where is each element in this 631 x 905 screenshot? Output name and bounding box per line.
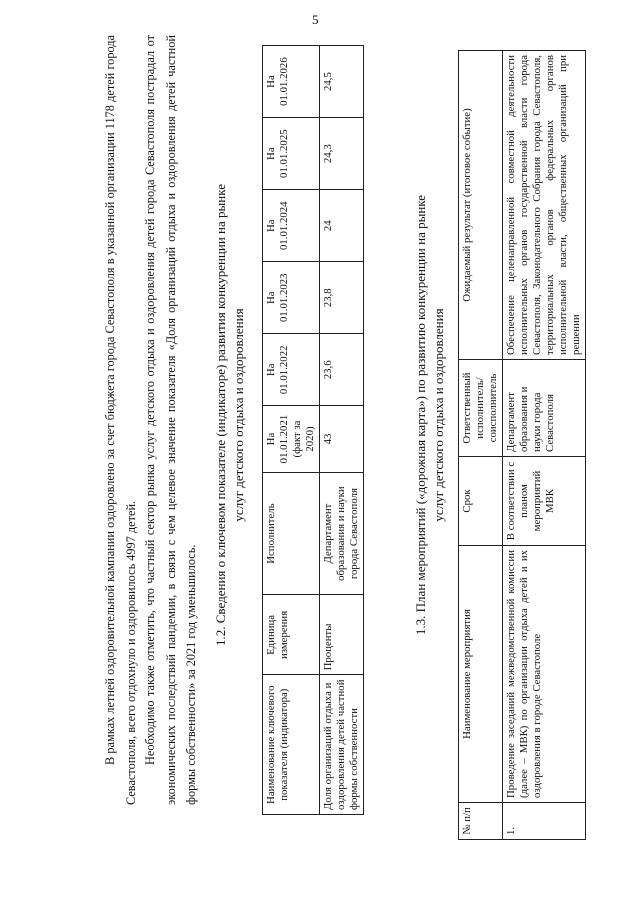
header-2026: На 01.01.2026 <box>263 46 320 118</box>
header-2024: На 01.01.2024 <box>263 190 320 262</box>
paragraph-1: В рамках летней оздоровительной кампании оздоровлено за счет бюджета города Севастополя в указанной организации 1178 детей города Севастополя, всего отдохнуло и оздоровилось 4997 детей. <box>103 35 138 805</box>
cell-2022: 23,6 <box>320 334 364 406</box>
section-1-3-title-line1: 1.3. План мероприятий («дорожная карта») по развитию конкуренции на рынке <box>413 194 428 636</box>
key-indicator-table <box>262 45 364 815</box>
header-num: № п/п <box>459 803 503 840</box>
paragraph-2: Необходимо также отметить, что частный сектор рынка услуг детского отдыха и оздоровления детей города Севастополя пострадал от экономических последствий пандемии, в связи с чем целевое значение показателя «Доля организаций отдыха и оздоровления детей частной формы собственности» за 2021 год уменьшилось. <box>143 35 198 805</box>
section-1-2-heading <box>212 65 248 765</box>
header-2023: На 01.01.2023 <box>263 262 320 334</box>
table-header-row <box>263 46 320 815</box>
header-2022: На 01.01.2022 <box>263 334 320 406</box>
cell-2021: 43 <box>320 406 364 472</box>
header-activity-name: Наименование мероприятия <box>459 546 503 803</box>
cell-executor: Департамент образования и науки города Севастополя <box>320 472 364 595</box>
section-1-3-title-line2: услуг детского отдыха и оздоровления <box>431 308 446 522</box>
table-header-row <box>459 51 503 840</box>
table-row <box>320 46 364 815</box>
section-1-3-heading <box>412 65 448 765</box>
cell-unit: Проценты <box>320 595 364 675</box>
cell-responsible: Департамент образования и науки города Севастополя <box>503 360 586 457</box>
table-row <box>503 51 586 840</box>
cell-result: Обеспечение целенаправленной совместной деятельности исполнительных органов государственной власти города Севастополя, Законодательного Собрания города Севастополя, территориальных органов федеральных органов исполнительной власти, общественных организаций при решении <box>503 51 586 360</box>
cell-term: В соответствии с планом мероприятий МВК <box>503 457 586 546</box>
cell-indicator-name: Доля организаций отдыха и оздоровления детей частной формы собственности <box>320 675 364 815</box>
roadmap-table <box>458 50 586 840</box>
header-2025: На 01.01.2025 <box>263 118 320 190</box>
page-number: 5 <box>312 12 319 27</box>
header-executor: Исполнитель <box>263 472 320 595</box>
section-1-2-title-line2: услуг детского отдыха и оздоровления <box>231 308 246 522</box>
header-term: Срок <box>459 457 503 546</box>
cell-2025: 24,3 <box>320 118 364 190</box>
header-indicator-name: Наименование ключевого показателя (индикатора) <box>263 675 320 815</box>
header-unit: Единица измерения <box>263 595 320 675</box>
cell-activity-name: Проведение заседаний межведомственной комиссии (далее – МВК) по организации отдыха детей и их оздоровления в городе Севастополе <box>503 546 586 803</box>
cell-2024: 24 <box>320 190 364 262</box>
header-result: Ожидаемый результат (итоговое событие) <box>459 51 503 360</box>
cell-2026: 24,5 <box>320 46 364 118</box>
header-2021: На 01.01.2021 (факт за 2020) <box>263 406 320 472</box>
header-responsible: Ответственный исполнитель/ соисполнитель <box>459 360 503 457</box>
cell-num: 1. <box>503 803 586 840</box>
cell-2023: 23,8 <box>320 262 364 334</box>
section-1-2-title-line1: 1.2. Сведения о ключевом показателе (индикаторе) развития конкуренции на рынке <box>213 184 228 646</box>
